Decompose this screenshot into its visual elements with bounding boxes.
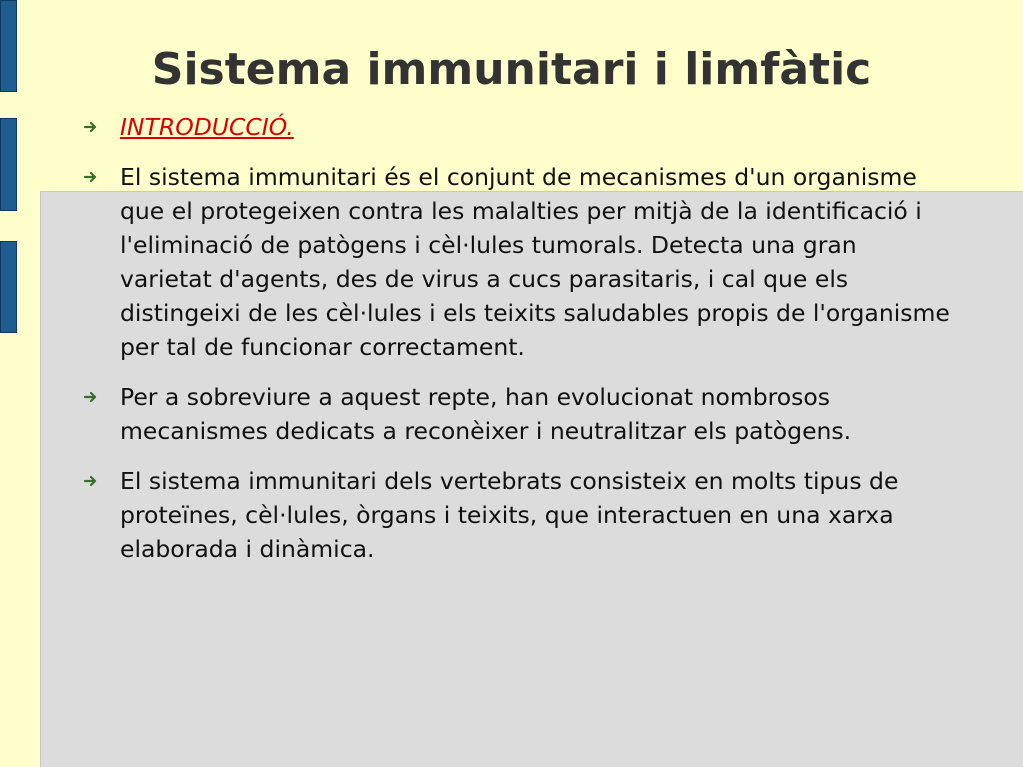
arrow-right-icon	[84, 120, 98, 134]
bullet-item-heading	[84, 110, 954, 144]
side-bar-middle	[0, 118, 17, 211]
bullet-text: El sistema immunitari és el conjunt de mecanismes d'un organisme que el protegeixen contra les malalties per mitjà de la identificació i l'eliminació de patògens i cèl·lules tumorals. Detecta una gran varietat d'agents, des de virus a cucs parasitaris, i cal que els distingeixi de les cèl·lules i els teixits saludables propis de l'organisme per tal de funcionar correctament.	[120, 163, 950, 361]
arrow-right-icon	[84, 390, 98, 404]
bullet-item	[84, 464, 954, 566]
bullet-item	[84, 160, 954, 364]
arrow-right-icon	[84, 474, 98, 488]
bullet-list	[84, 110, 954, 582]
bullet-item	[84, 380, 954, 448]
side-bar-bottom	[0, 241, 17, 333]
arrow-right-icon	[84, 170, 98, 184]
bullet-text: El sistema immunitari dels vertebrats consisteix en molts tipus de proteïnes, cèl·lules, òrgans i teixits, que interactuen en una xarxa elaborada i dinàmica.	[120, 467, 899, 563]
slide-title: Sistema immunitari i limfàtic	[151, 44, 872, 95]
introduccio-link[interactable]: INTRODUCCIÓ.	[120, 113, 294, 141]
bullet-text: Per a sobreviure a aquest repte, han evolucionat nombrosos mecanismes dedicats a reconèixer i neutralitzar els patògens.	[120, 383, 852, 445]
